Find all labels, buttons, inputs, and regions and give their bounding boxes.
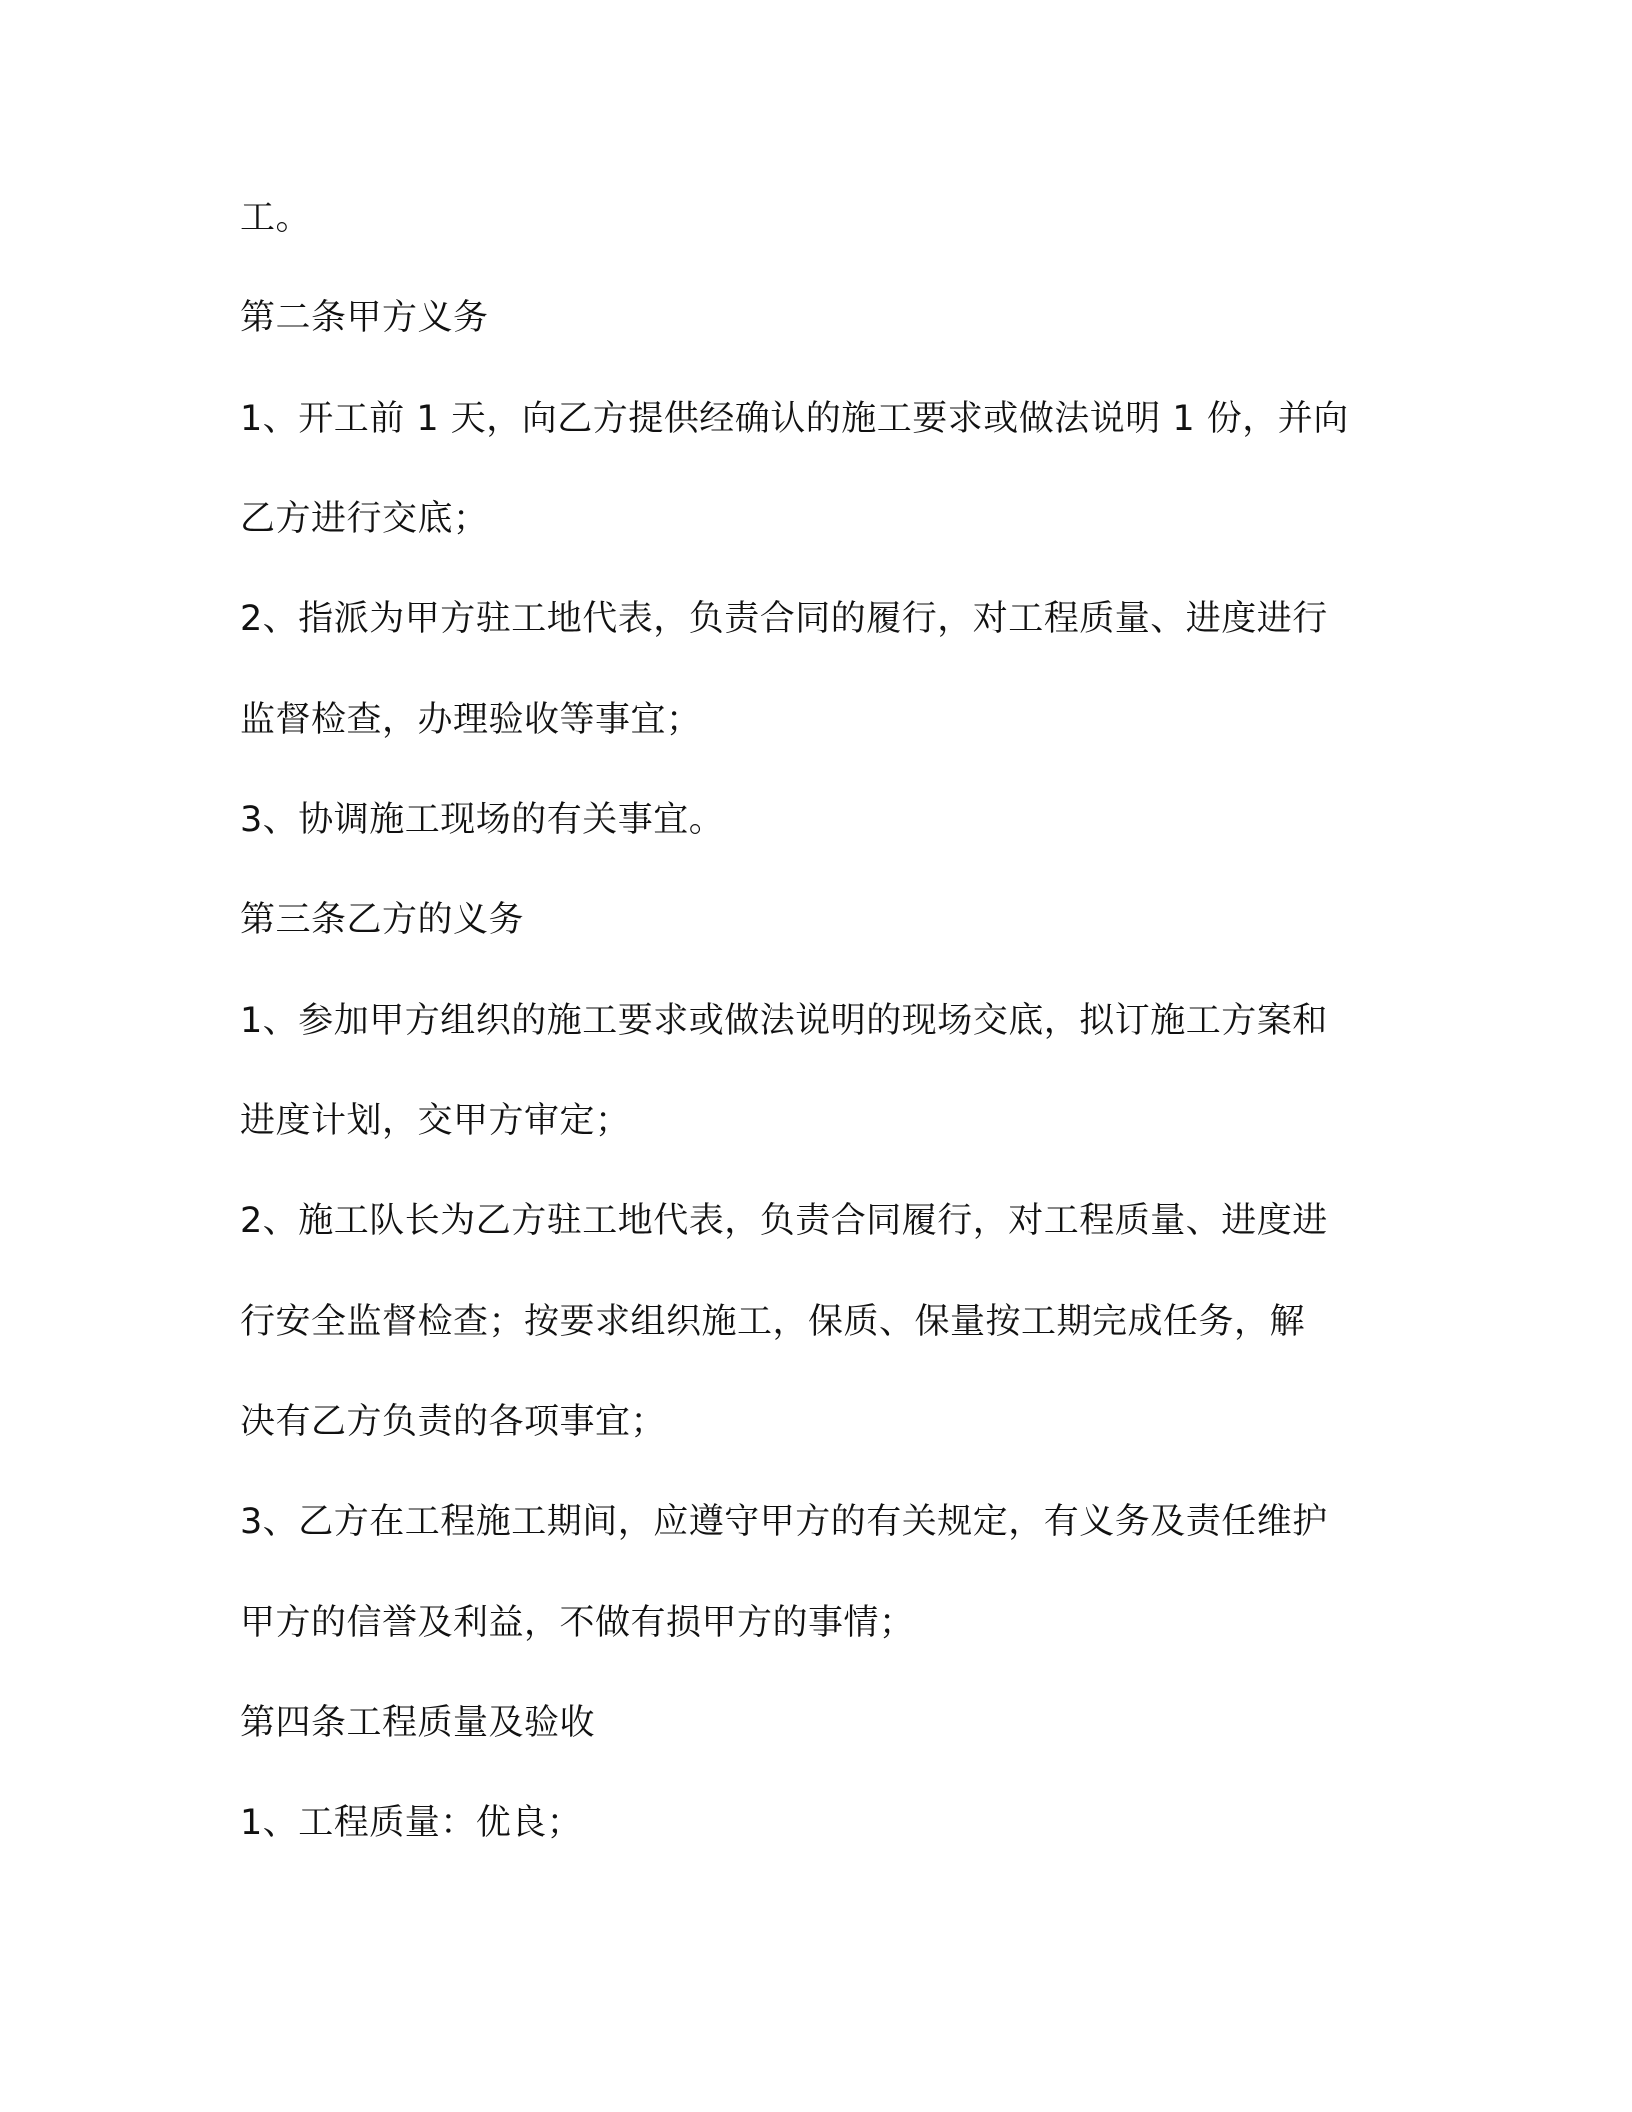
section-heading-article-2: 第二条甲方义务 (240, 298, 489, 338)
paragraph-line: 1、参加甲方组织的施工要求或做法说明的现场交底，拟订施工方案和 (240, 1001, 1328, 1041)
section-heading-article-4: 第四条工程质量及验收 (240, 1703, 596, 1743)
paragraph-line: 2、施工队长为乙方驻工地代表，负责合同履行，对工程质量、进度进 (240, 1201, 1328, 1241)
paragraph-line: 进度计划，交甲方审定； (240, 1101, 631, 1141)
paragraph-line: 1、开工前 1 天，向乙方提供经确认的施工要求或做法说明 1 份，并向 (240, 399, 1349, 439)
paragraph-line: 行安全监督检查；按要求组织施工，保质、保量按工期完成任务，解 (240, 1302, 1306, 1342)
section-heading-article-3: 第三条乙方的义务 (240, 900, 525, 940)
paragraph-line: 甲方的信誉及利益，不做有损甲方的事情； (240, 1603, 915, 1643)
paragraph-line: 1、工程质量：优良； (240, 1803, 583, 1843)
line-continuation: 工。 (240, 198, 312, 238)
paragraph-line: 决有乙方负责的各项事宜； (240, 1402, 667, 1442)
paragraph-line: 3、乙方在工程施工期间，应遵守甲方的有关规定，有义务及责任维护 (240, 1502, 1328, 1542)
paragraph-line: 监督检查，办理验收等事宜； (240, 700, 702, 740)
paragraph-line: 2、指派为甲方驻工地代表，负责合同的履行，对工程质量、进度进行 (240, 599, 1328, 639)
paragraph-line: 乙方进行交底； (240, 499, 489, 539)
paragraph-line: 3、协调施工现场的有关事宜。 (240, 800, 725, 840)
